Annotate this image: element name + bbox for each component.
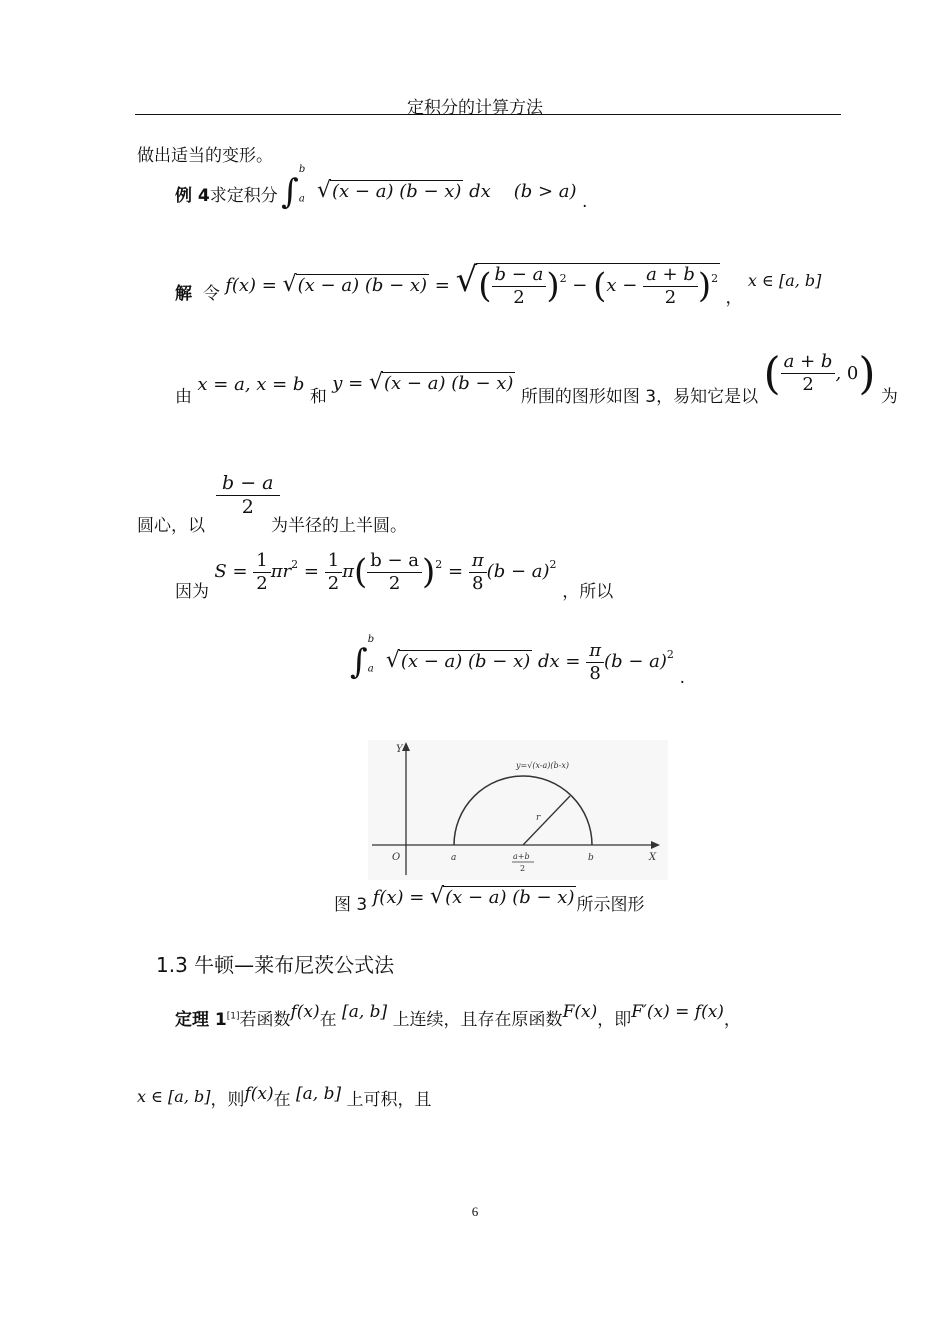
solution-formula: f(x) = √(x − a) (b − x) = √( $\frac{b - a}{2}$ )$^2$ − (x − $\frac{a + b}{2}$ )$^2$ xyxy=(225,260,719,308)
x-axis-label: X xyxy=(649,852,657,863)
curve-label: y=√(x-a)(b-x) xyxy=(516,761,569,770)
para2-suffix: 为半径的上半圆。 xyxy=(271,516,407,536)
theorem-interval-2: [a, b] xyxy=(290,1084,347,1104)
radius-fraction: $\frac{b - a}{2}$ xyxy=(216,472,280,519)
caption-prefix: 图 3 xyxy=(334,895,368,915)
theorem-t3: 上连续，且存在原函数 xyxy=(392,1010,563,1030)
a-label: a xyxy=(451,853,457,863)
result-period: . xyxy=(679,668,686,689)
theorem-label: 定理 1 xyxy=(175,1010,227,1030)
result-formula: $\int_a^b$ √(x − a) (b − x) dx = $\frac{\pi}{8}$ $(b - a)^2$ . xyxy=(350,634,686,689)
theorem-derivative: F′(x) = f(x) xyxy=(631,1002,724,1022)
solution-domain: x ∈ [a, b] xyxy=(747,271,822,291)
caption-suffix: 所示图形 xyxy=(576,895,645,915)
radius-label: r xyxy=(536,813,541,823)
theorem-t1: 若函数 xyxy=(239,1010,291,1030)
figure-caption xyxy=(334,884,645,915)
para1-curve: y = √(x − a) (b − x) xyxy=(332,370,514,395)
section-title: 1.3 牛顿—莱布尼茨公式法 xyxy=(156,953,395,977)
theorem-fx-1: f(x) xyxy=(290,1002,320,1022)
header-title: 定积分的计算方法 xyxy=(407,98,543,118)
para3-formula: S = $\frac{1}{2}$ $\pi r^2$ = $\frac{1}{2}$ π( $\frac{b - a}{2}$ )$^2$ = $\frac{\pi}{8}$ $(b - a)^2$ xyxy=(214,550,557,594)
theorem-line-1 xyxy=(175,1002,741,1030)
para1-suffix: 为 xyxy=(880,387,898,407)
solution-line xyxy=(175,260,821,308)
midpoint-numerator: a+b xyxy=(513,852,530,861)
example-4 xyxy=(175,164,588,212)
para1-center: ( $\frac{a + b}{2}$ , 0) xyxy=(763,348,876,399)
solution-text: 令 xyxy=(202,284,220,305)
page-number: 6 xyxy=(471,1204,479,1219)
para-1 xyxy=(175,348,898,407)
solution-label: 解 xyxy=(175,284,192,305)
theorem-t8: 上可积，且 xyxy=(346,1090,432,1110)
example-period: . xyxy=(581,192,588,212)
intro-text: 做出适当的变形。 xyxy=(137,146,273,166)
theorem-interval-1: [a, b] xyxy=(336,1002,393,1022)
theorem-t4: ，即 xyxy=(597,1010,632,1030)
example-integral: $\int_a^b$ √(x − a) (b − x) dx (b > a) xyxy=(281,164,577,212)
header-rule xyxy=(135,114,841,115)
theorem-Fx: F(x) xyxy=(562,1002,598,1022)
para1-prefix: 由 xyxy=(175,387,192,407)
theorem-line-2 xyxy=(137,1085,432,1110)
para3-suffix: ，所以 xyxy=(562,582,614,603)
y-axis-label: Y xyxy=(396,744,403,755)
para-3 xyxy=(175,550,614,603)
theorem-ref: [1] xyxy=(226,1011,240,1022)
figure-3-graph xyxy=(368,740,668,880)
origin-label: O xyxy=(392,852,401,863)
para1-middle: 所围的图形如图 3，易知它是以 xyxy=(520,387,759,407)
para3-prefix: 因为 xyxy=(175,582,209,603)
solution-comma: ， xyxy=(725,288,743,309)
theorem-fx-2: f(x) xyxy=(244,1084,274,1104)
example-text: 求定积分 xyxy=(209,186,278,206)
theorem-t5: ， xyxy=(723,1010,741,1030)
example-label: 例 4 xyxy=(175,186,210,206)
theorem-t2: 在 xyxy=(319,1010,337,1030)
caption-formula: f(x) = √(x − a) (b − x) xyxy=(372,884,575,909)
theorem-t7: 在 xyxy=(273,1090,291,1110)
para2-prefix: 圆心，以 xyxy=(137,516,205,536)
para1-and: 和 xyxy=(309,387,327,407)
para1-lines: x = a, x = b xyxy=(197,374,305,395)
b-label: b xyxy=(588,853,594,863)
theorem-t6: ，则 xyxy=(210,1090,245,1110)
theorem-domain: x ∈ [a, b] xyxy=(137,1087,211,1106)
midpoint-denominator: 2 xyxy=(520,864,526,873)
